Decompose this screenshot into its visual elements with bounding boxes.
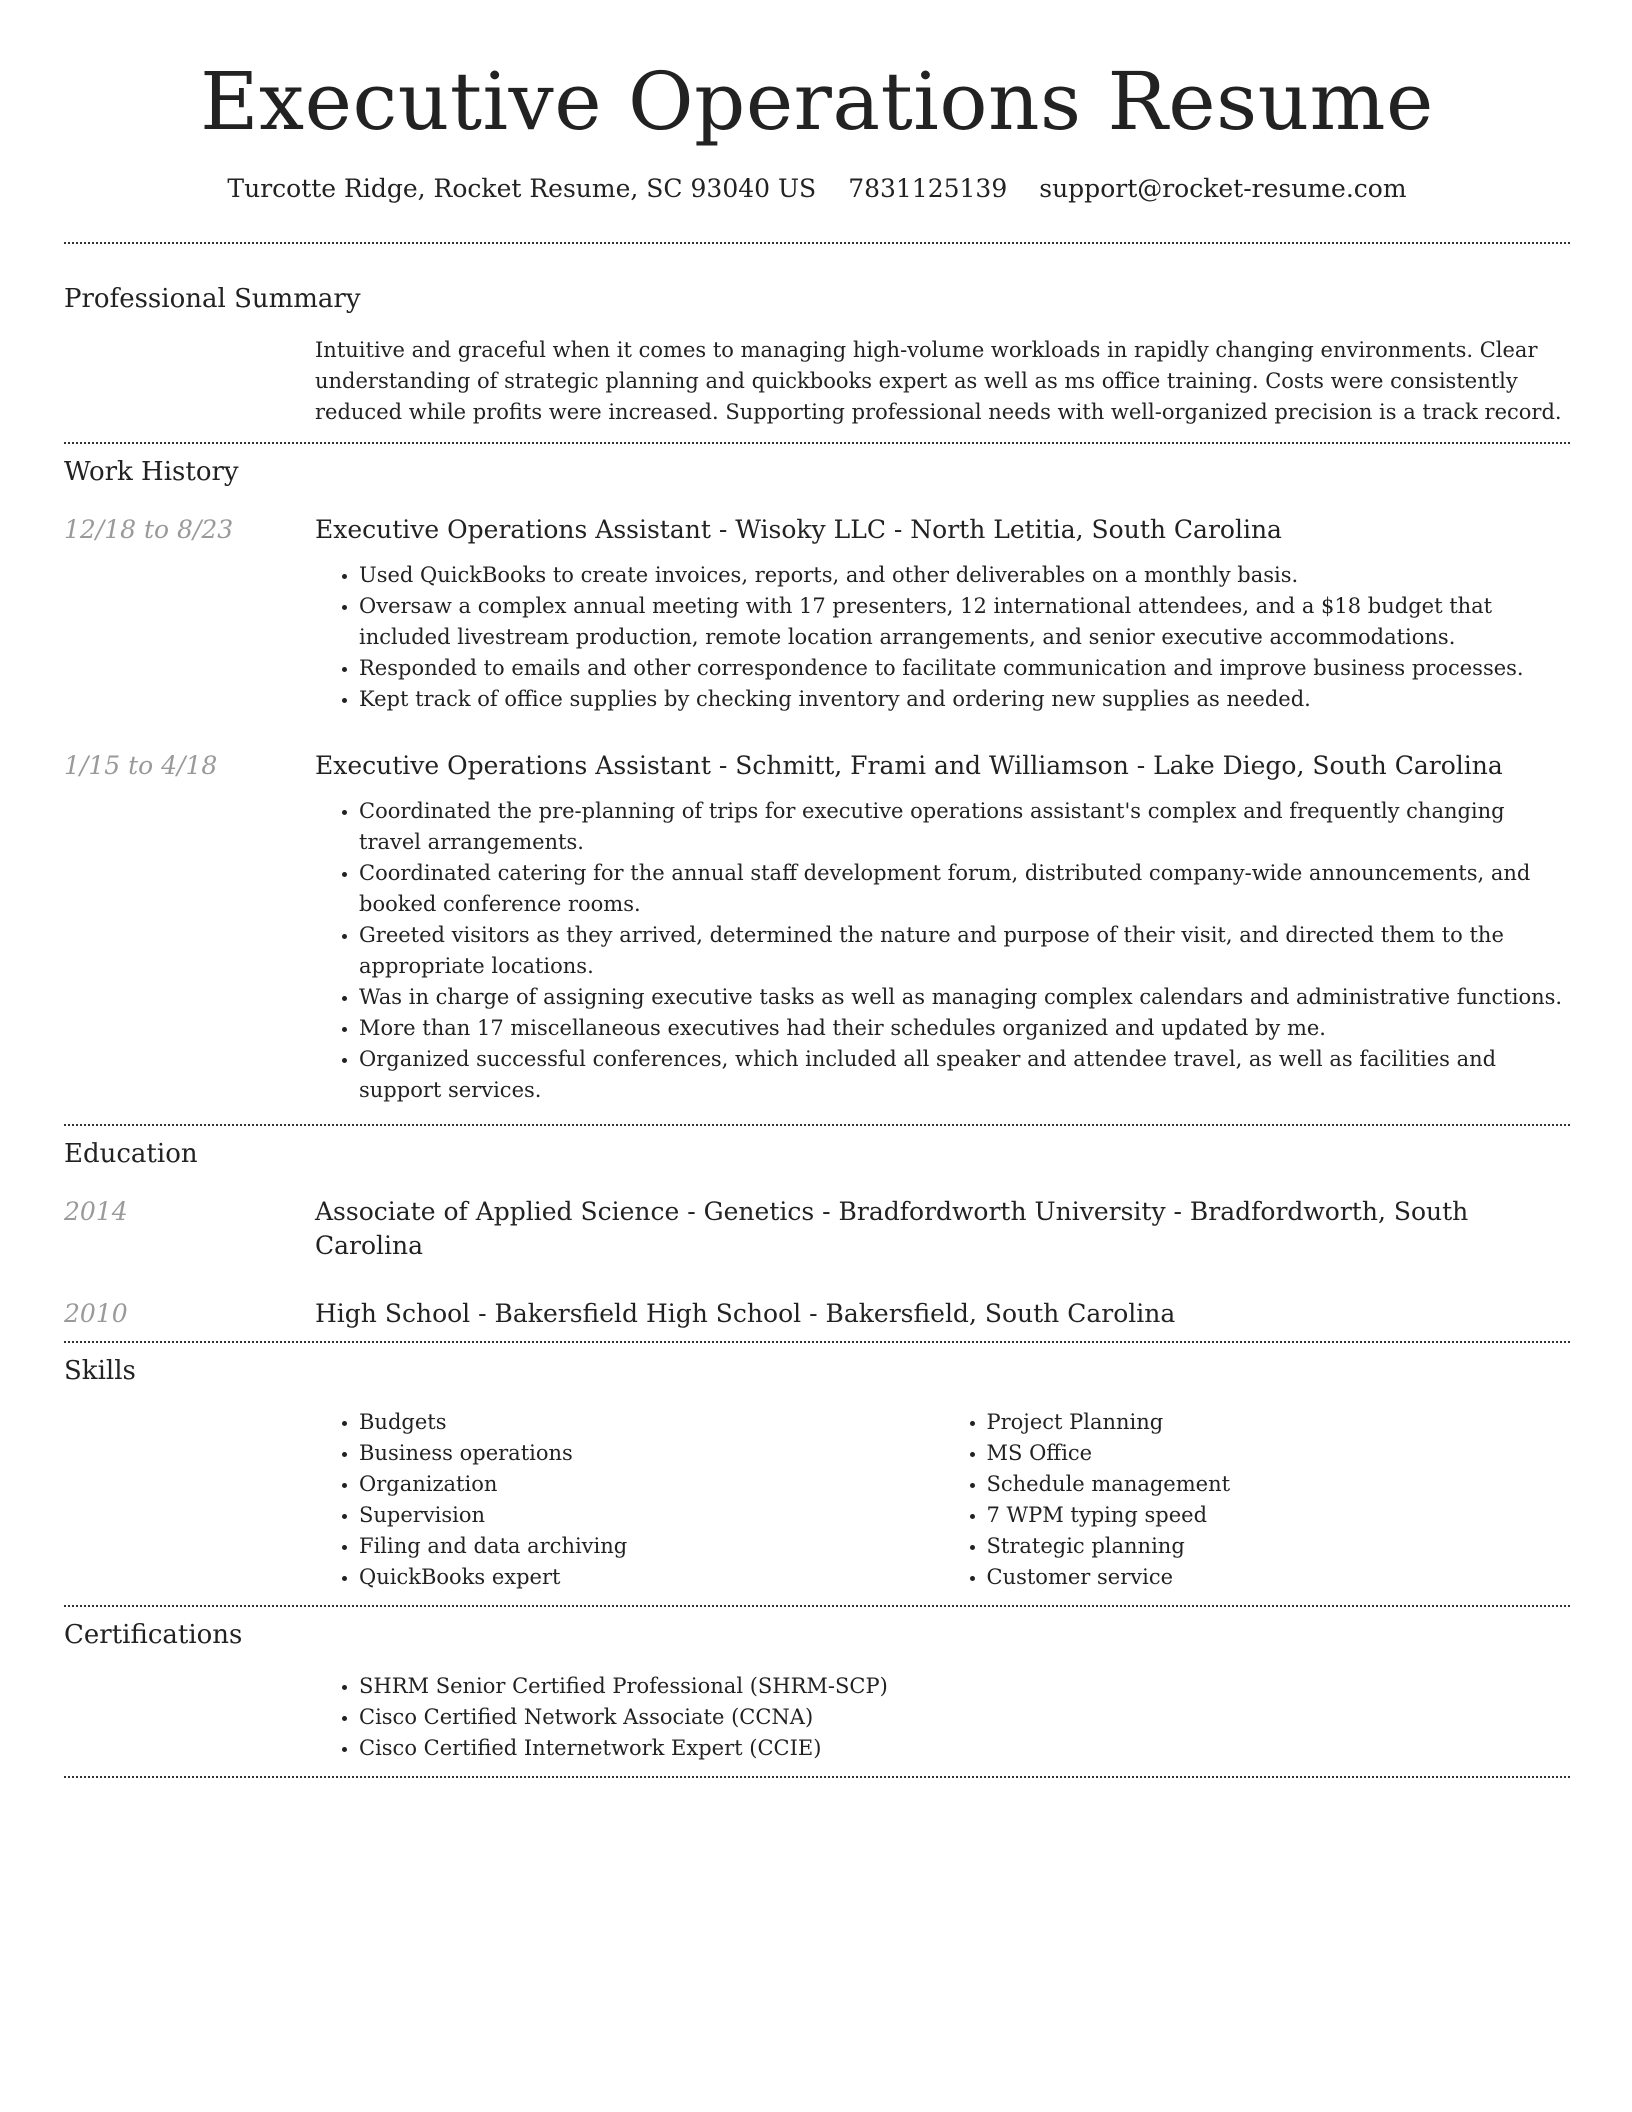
work-history-section — [64, 444, 1570, 1124]
job-bullet: • Organized successful conferences, which included all speaker and attendee travel, as well as facilities and support services. — [359, 1044, 1570, 1106]
skills-list-right — [943, 1407, 1571, 1593]
skill-item: • Project Planning — [987, 1407, 1571, 1438]
contact-email: support@rocket-resume.com — [1039, 174, 1407, 203]
skill-item: • 7 WPM typing speed — [987, 1500, 1571, 1531]
certification-item: • SHRM Senior Certified Professional (SHRM-SCP) — [359, 1671, 1570, 1702]
job-heading — [315, 513, 1282, 547]
skill-item: • Budgets — [359, 1407, 943, 1438]
job-location: North Letitia, South Carolina — [910, 515, 1282, 544]
education-entry — [64, 1297, 1570, 1331]
skill-item: • Schedule management — [987, 1469, 1571, 1500]
certifications-heading: Certifications — [64, 1620, 243, 1650]
certification-item: • Cisco Certified Network Associate (CCNA) — [359, 1702, 1570, 1733]
job-bullet: • Was in charge of assigning executive tasks as well as managing complex calendars and administrative functions. — [359, 982, 1570, 1013]
job-dates: 1/15 to 4/18 — [64, 751, 218, 780]
skill-item: • MS Office — [987, 1438, 1571, 1469]
separator: - — [885, 515, 911, 544]
job-bullet: • Coordinated catering for the annual staff development forum, distributed company-wide announcements, and booked conference rooms. — [359, 858, 1570, 920]
resume-page — [64, 0, 1570, 1778]
skill-item: • Customer service — [987, 1562, 1571, 1593]
skill-item: • QuickBooks expert — [359, 1562, 943, 1593]
job-location: Lake Diego, South Carolina — [1153, 751, 1503, 780]
education-degree: High School — [315, 1299, 471, 1328]
certifications-section — [64, 1607, 1570, 1776]
contact-phone: 7831125139 — [848, 174, 1008, 203]
job-employer: Schmitt, Frami and Williamson — [735, 751, 1129, 780]
skills-section — [64, 1343, 1570, 1605]
job-bullet: • Used QuickBooks to create invoices, reports, and other deliverables on a monthly basis. — [359, 560, 1570, 591]
education-school: Bradfordworth University — [838, 1197, 1166, 1226]
education-location: Bradfordworth, South Carolina — [315, 1197, 1469, 1260]
separator: - — [470, 1299, 495, 1328]
resume-title: Executive Operations Resume — [200, 55, 1434, 148]
education-entry — [64, 1195, 1570, 1263]
job-heading — [315, 749, 1503, 783]
skill-item: • Supervision — [359, 1500, 943, 1531]
job-bullet: • Coordinated the pre-planning of trips for executive operations assistant's complex and frequently changing travel arrangements. — [359, 796, 1570, 858]
job-entry — [64, 749, 1570, 1124]
contact-info — [64, 172, 1570, 206]
summary-section — [64, 244, 1570, 442]
skill-item: • Business operations — [359, 1438, 943, 1469]
job-bullet: • Greeted visitors as they arrived, determined the nature and purpose of their visit, and directed them to the appropriate locations. — [359, 920, 1570, 982]
section-divider — [64, 1776, 1570, 1778]
education-section — [64, 1126, 1570, 1341]
education-heading-line — [315, 1297, 1175, 1331]
education-year: 2010 — [64, 1299, 128, 1328]
skill-item: • Organization — [359, 1469, 943, 1500]
certification-item: • Cisco Certified Internetwork Expert (CCIE) — [359, 1733, 1570, 1764]
job-position: Executive Operations Assistant — [315, 515, 711, 544]
education-degree: Associate of Applied Science - Genetics — [315, 1197, 815, 1226]
separator: - — [710, 515, 736, 544]
contact-address: Turcotte Ridge, Rocket Resume, SC 93040 US — [227, 174, 817, 203]
job-bullet: • Oversaw a complex annual meeting with 17 presenters, 12 international attendees, and a $18 budget that included livestream production, remote location arrangements, and senior executive accommodations. — [359, 591, 1570, 653]
certifications-list — [315, 1671, 1570, 1764]
skill-item: • Strategic planning — [987, 1531, 1571, 1562]
summary-heading: Professional Summary — [64, 284, 361, 314]
skill-item: • Filing and data archiving — [359, 1531, 943, 1562]
job-bullet: • Kept track of office supplies by checking inventory and ordering new supplies as needed. — [359, 684, 1570, 715]
skills-list-left — [315, 1407, 943, 1593]
work-history-heading: Work History — [64, 457, 239, 487]
job-position: Executive Operations Assistant — [315, 751, 711, 780]
resume-header — [64, 0, 1570, 242]
job-dates: 12/18 to 8/23 — [64, 515, 234, 544]
education-location: Bakersfield, South Carolina — [825, 1299, 1176, 1328]
education-heading: Education — [64, 1139, 198, 1169]
education-heading-line — [315, 1195, 1570, 1263]
separator: - — [710, 751, 736, 780]
skills-heading: Skills — [64, 1356, 136, 1386]
job-bullet: • More than 17 miscellaneous executives had their schedules organized and updated by me. — [359, 1013, 1570, 1044]
summary-text: Intuitive and graceful when it comes to managing high-volume workloads in rapidly changing environments. Clear understanding of strategic planning and quickbooks expert as well as ms office training. Costs were consistently reduced while profits were increased. Supporting professional needs with well-organized precision is a track record. — [315, 338, 1562, 424]
separator: - — [801, 1299, 826, 1328]
job-entry — [64, 513, 1570, 715]
job-employer: Wisoky LLC — [735, 515, 886, 544]
job-bullets — [315, 796, 1570, 1106]
separator: - — [1128, 751, 1154, 780]
job-bullets — [315, 560, 1570, 715]
education-school: Bakersfield High School — [494, 1299, 802, 1328]
separator: - — [814, 1197, 839, 1226]
separator: - — [1165, 1197, 1190, 1226]
job-bullet: • Responded to emails and other correspondence to facilitate communication and improve business processes. — [359, 653, 1570, 684]
education-year: 2014 — [64, 1197, 128, 1226]
